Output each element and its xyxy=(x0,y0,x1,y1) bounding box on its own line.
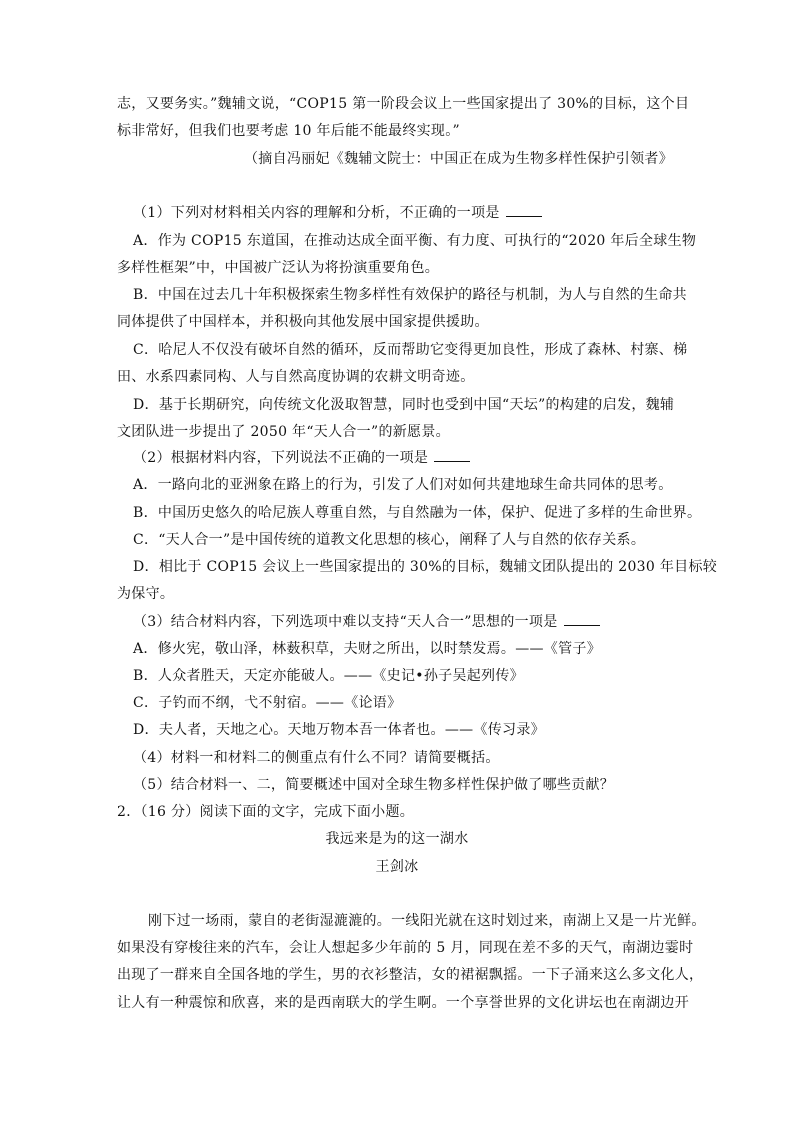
q3-stem-text: （3）结合材料内容，下列选项中难以支持“天人合一”思想的一项是 xyxy=(133,614,558,630)
article-author: 王剑冰 xyxy=(375,859,419,875)
q2-stem-text: （2）根据材料内容，下列说法不正确的一项是 xyxy=(133,450,429,466)
intro-line-2: 标非常好，但我们也要考虑 10 年后能不能最终实现。” xyxy=(117,123,460,139)
q4: （4）材料一和材料二的侧重点有什么不同？请简要概括。 xyxy=(133,750,500,766)
q2-option-c: C．“天人合一”是中国传统的道教文化思想的核心，阐释了人与自然的依存关系。 xyxy=(133,532,646,548)
q1-option-c-line2: 田、水系四素同构、人与自然高度协调的农耕文明奇迹。 xyxy=(117,369,475,385)
intro-source: （摘自冯丽妃《魏辅文院士：中国正在成为生物多样性保护引领者》 xyxy=(244,151,673,167)
article-title: 我远来是为的这一湖水 xyxy=(325,831,469,847)
q1-option-a-line2: 多样性框架”中，中国被广泛认为将扮演重要角色。 xyxy=(117,260,440,276)
q3-option-a: A．修火宪，敬山泽，林薮积草，夫财之所出，以时禁发焉。——《管子》 xyxy=(133,641,602,657)
intro-line-1: 志，又要务实。”魏辅文说，“COP15 第一阶段会议上一些国家提出了 30%的目标，这个目 xyxy=(117,96,690,112)
q2-option-d-line1: D．相比于 COP15 会议上一些国家提出的 30%的目标，魏辅文团队提出的 2030 年目标较 xyxy=(133,559,718,575)
q2-option-b: B．中国历史悠久的哈尼族人尊重自然，与自然融为一体，保护、促进了多样的生命世界。 xyxy=(133,505,702,521)
q1-option-d-line1: D．基于长期研究，向传统文化汲取智慧，同时也受到中国“天坛”的构建的启发，魏辅 xyxy=(133,397,675,413)
passage-line-4: 让人有一种震惊和欣喜，来的是西南联大的学生啊。一个享誉世界的文化讲坛也在南湖边开 xyxy=(117,995,689,1011)
passage-line-3: 出现了一群来自全国各地的学生，男的衣衫整洁，女的裙裾飘摇。一下子涌来这么多文化人， xyxy=(117,967,704,983)
passage-line-2: 如果没有穿梭往来的汽车，会让人想起多少年前的 5 月，同现在差不多的天气，南湖边霎时 xyxy=(117,940,694,956)
q2-option-d-line2: 为保守。 xyxy=(117,586,175,602)
passage-line-1: 刚下过一场雨，蒙自的老街湿漉漉的。一线阳光就在这时划过来，南湖上又是一片光鲜。 xyxy=(148,913,706,929)
q2-stem xyxy=(133,448,470,468)
answer-blank[interactable] xyxy=(434,449,470,462)
q1-stem-text: （1）下列对材料相关内容的理解和分析，不正确的一项是 xyxy=(133,205,500,221)
q1-option-d-line2: 文团队进一步提出了 2050 年“天人合一”的新愿景。 xyxy=(117,424,450,440)
answer-blank[interactable] xyxy=(506,204,542,217)
q1-stem xyxy=(133,203,542,223)
answer-blank[interactable] xyxy=(564,613,600,626)
q1-option-a-line1: A．作为 COP15 东道国，在推动达成全面平衡、有力度、可执行的“2020 年后全球生物 xyxy=(133,233,697,249)
q3-option-c: C．子钓而不纲，弋不射宿。——《论语》 xyxy=(133,695,402,711)
q3-stem xyxy=(133,612,600,632)
q5: （5）结合材料一、二，简要概述中国对全球生物多样性保护做了哪些贡献？ xyxy=(133,777,615,793)
q3-option-b: B．人众者胜天，天定亦能破人。——《史记•孙子吴起列传》 xyxy=(133,668,524,684)
q1-option-b-line1: B．中国在过去几十年积极探索生物多样性有效保护的路径与机制，为人与自然的生命共 xyxy=(133,287,687,303)
q2-option-a: A．一路向北的亚洲象在路上的行为，引发了人们对如何共建地球生命共同体的思考。 xyxy=(133,477,673,493)
q3-option-d: D．夫人者，天地之心。天地万物本吾一体者也。——《传习录》 xyxy=(133,722,545,738)
section-2-heading: 2．（16 分）阅读下面的文字，完成下面小题。 xyxy=(117,804,415,820)
q1-option-b-line2: 同体提供了中国样本，并积极向其他发展中国家提供援助。 xyxy=(117,314,489,330)
q1-option-c-line1: C．哈尼人不仅没有破坏自然的循环，反而帮助它变得更加良性，形成了森林、村寨、梯 xyxy=(133,342,688,358)
